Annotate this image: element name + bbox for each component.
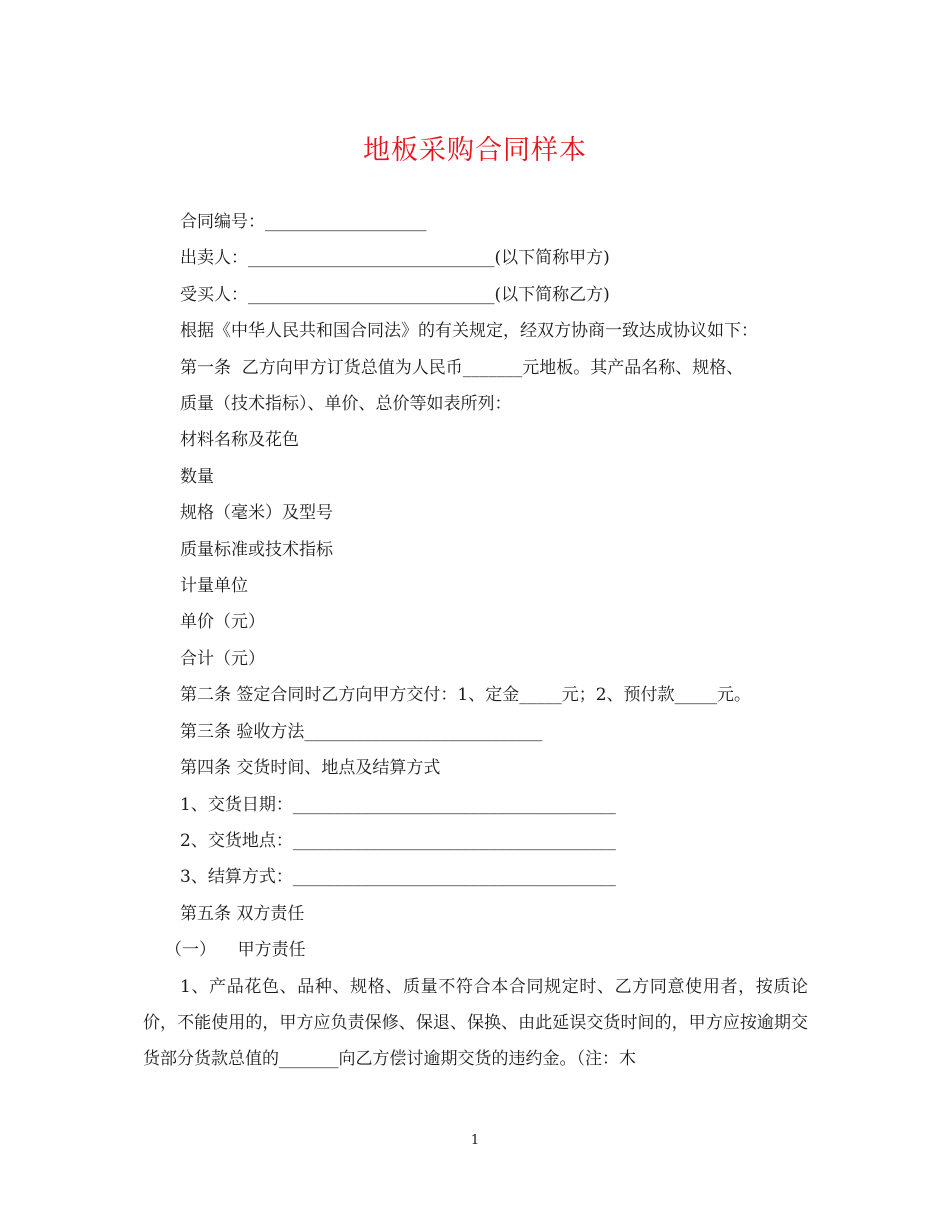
article-1-line-2: 质量（技术指标）、单价、总价等如表所列： [180,394,512,415]
article-3-line: 第三条 验收方法____________________________ [180,721,543,742]
party-a-duty-paragraph: 1、产品花色、品种、规格、质量不符合本合同规定时、乙方同意使用者，按质论价，不能使用的，甲方应负责保修、保退、保换、由此延误交货时间的，甲方应按逾期交货部分货款总值的_______向乙方偿讨逾期交货的违约金。（注：木 [143,976,808,1070]
delivery-date-line: 1、交货日期：______________________________________ [180,794,616,815]
seller-line: 出卖人：_____________________________(以下简称甲方) [180,248,610,269]
article-4-heading: 第四条 交货时间、地点及结算方式 [180,758,441,779]
settlement-method-line: 3、结算方式：______________________________________ [180,867,616,888]
list-item: 数量 [180,466,214,487]
preamble-paragraph: 根据《中华人民共和国合同法》的有关规定，经双方协商一致达成协议如下： [180,321,758,342]
party-a-duty-heading: （一） 甲方责任 [165,940,306,961]
article-5-heading: 第五条 双方责任 [180,903,305,924]
document-title: 地板采购合同样本 [363,135,587,166]
list-item: 材料名称及花色 [180,430,299,451]
list-item: 质量标准或技术指标 [180,539,333,560]
document-body [143,204,808,1078]
page-number: 1 [470,1133,480,1148]
list-item: 计量单位 [180,576,248,597]
list-item: 合计（元） [180,648,265,669]
buyer-line: 受买人：_____________________________(以下简称乙方) [180,284,610,305]
article-2-line: 第二条 签定合同时乙方向甲方交付：1、定金_____元；2、预付款_____元。 [180,685,752,706]
contract-number-line: 合同编号：___________________ [180,212,427,232]
delivery-place-line: 2、交货地点：______________________________________ [180,830,616,851]
list-item: 单价（元） [180,612,265,633]
article-1-line-1: 第一条 乙方向甲方订货总值为人民币_______元地板。其产品名称、规格、 [180,357,744,378]
list-item: 规格（毫米）及型号 [180,503,333,524]
